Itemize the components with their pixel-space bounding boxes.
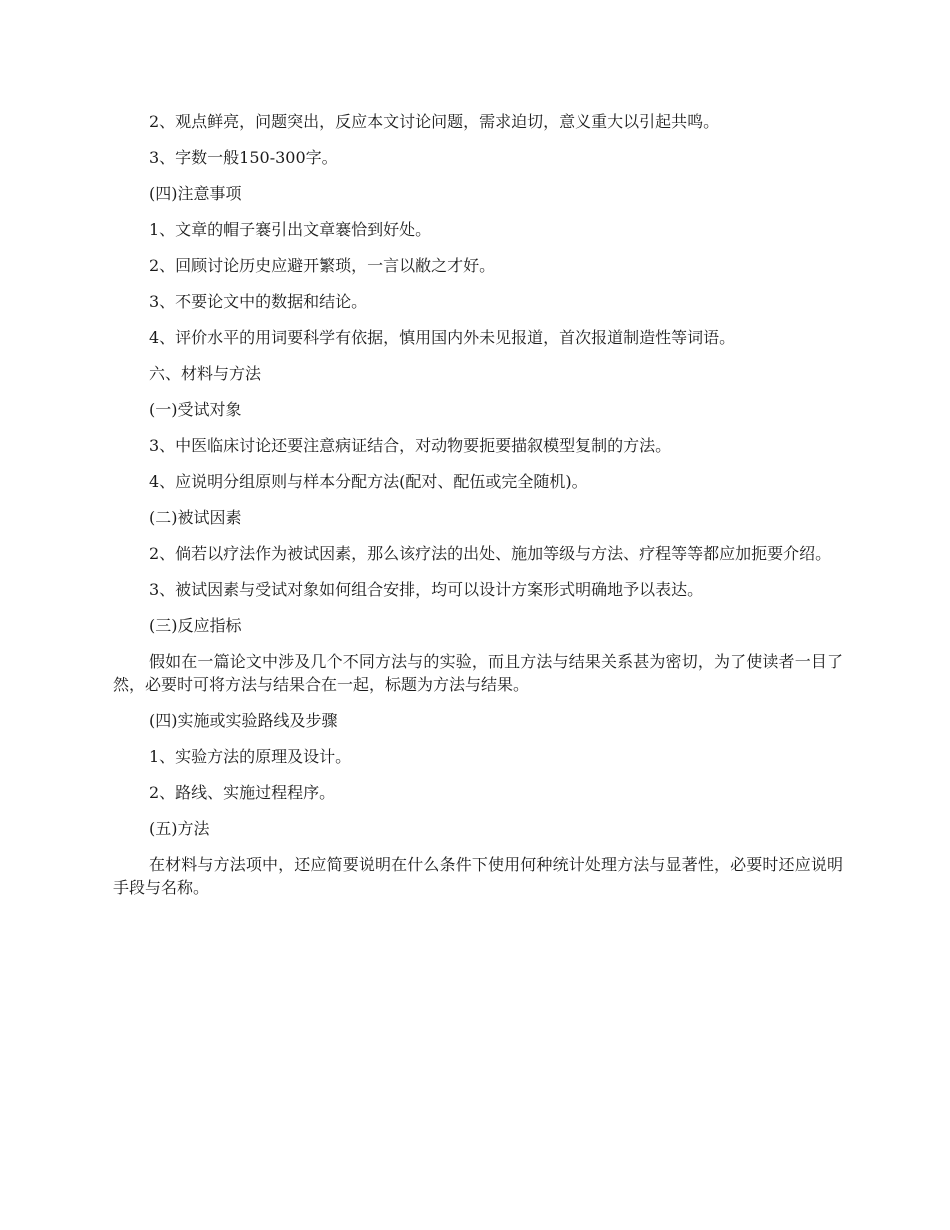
paragraph: 2、倘若以疗法作为被试因素，那么该疗法的出处、施加等级与方法、疗程等等都应加扼要介绍。 [149, 544, 832, 563]
document-body [113, 110, 843, 912]
paragraph: 在材料与方法项中，还应简要说明在什么条件下使用何种统计处理方法与显著性，必要时还应说明手段与名称。 [113, 855, 843, 897]
paragraph: 2、回顾讨论历史应避开繁琐，一言以敝之才好。 [149, 256, 496, 275]
section-heading: (四)注意事项 [149, 184, 242, 203]
section-heading: (二)被试因素 [149, 508, 242, 527]
paragraph: 4、应说明分组原则与样本分配方法(配对、配伍或完全随机)。 [149, 472, 588, 491]
paragraph: 2、路线、实施过程程序。 [149, 783, 336, 802]
section-heading: 六、材料与方法 [149, 364, 262, 383]
paragraph: 3、不要论文中的数据和结论。 [149, 292, 368, 311]
section-heading: (四)实施或实验路线及步骤 [149, 711, 338, 730]
paragraph: 1、文章的帽子褰引出文章褰恰到好处。 [149, 220, 432, 239]
paragraph: 3、字数一般150-300字。 [149, 148, 338, 167]
paragraph: 4、评价水平的用词要科学有依据，慎用国内外未见报道，首次报道制造性等词语。 [149, 328, 736, 347]
paragraph: 2、观点鲜亮，问题突出，反应本文讨论问题，需求迫切，意义重大以引起共鸣。 [149, 112, 720, 131]
section-heading: (五)方法 [149, 819, 210, 838]
paragraph: 3、被试因素与受试对象如何组合安排，均可以设计方案形式明确地予以表达。 [149, 580, 704, 599]
paragraph: 1、实验方法的原理及设计。 [149, 747, 352, 766]
section-heading: (一)受试对象 [149, 400, 242, 419]
paragraph: 假如在一篇论文中涉及几个不同方法与的实验，而且方法与结果关系甚为密切，为了使读者一目了然，必要时可将方法与结果合在一起，标题为方法与结果。 [113, 652, 843, 694]
section-heading: (三)反应指标 [149, 616, 242, 635]
paragraph: 3、中医临床讨论还要注意病证结合，对动物要扼要描叙模型复制的方法。 [149, 436, 672, 455]
